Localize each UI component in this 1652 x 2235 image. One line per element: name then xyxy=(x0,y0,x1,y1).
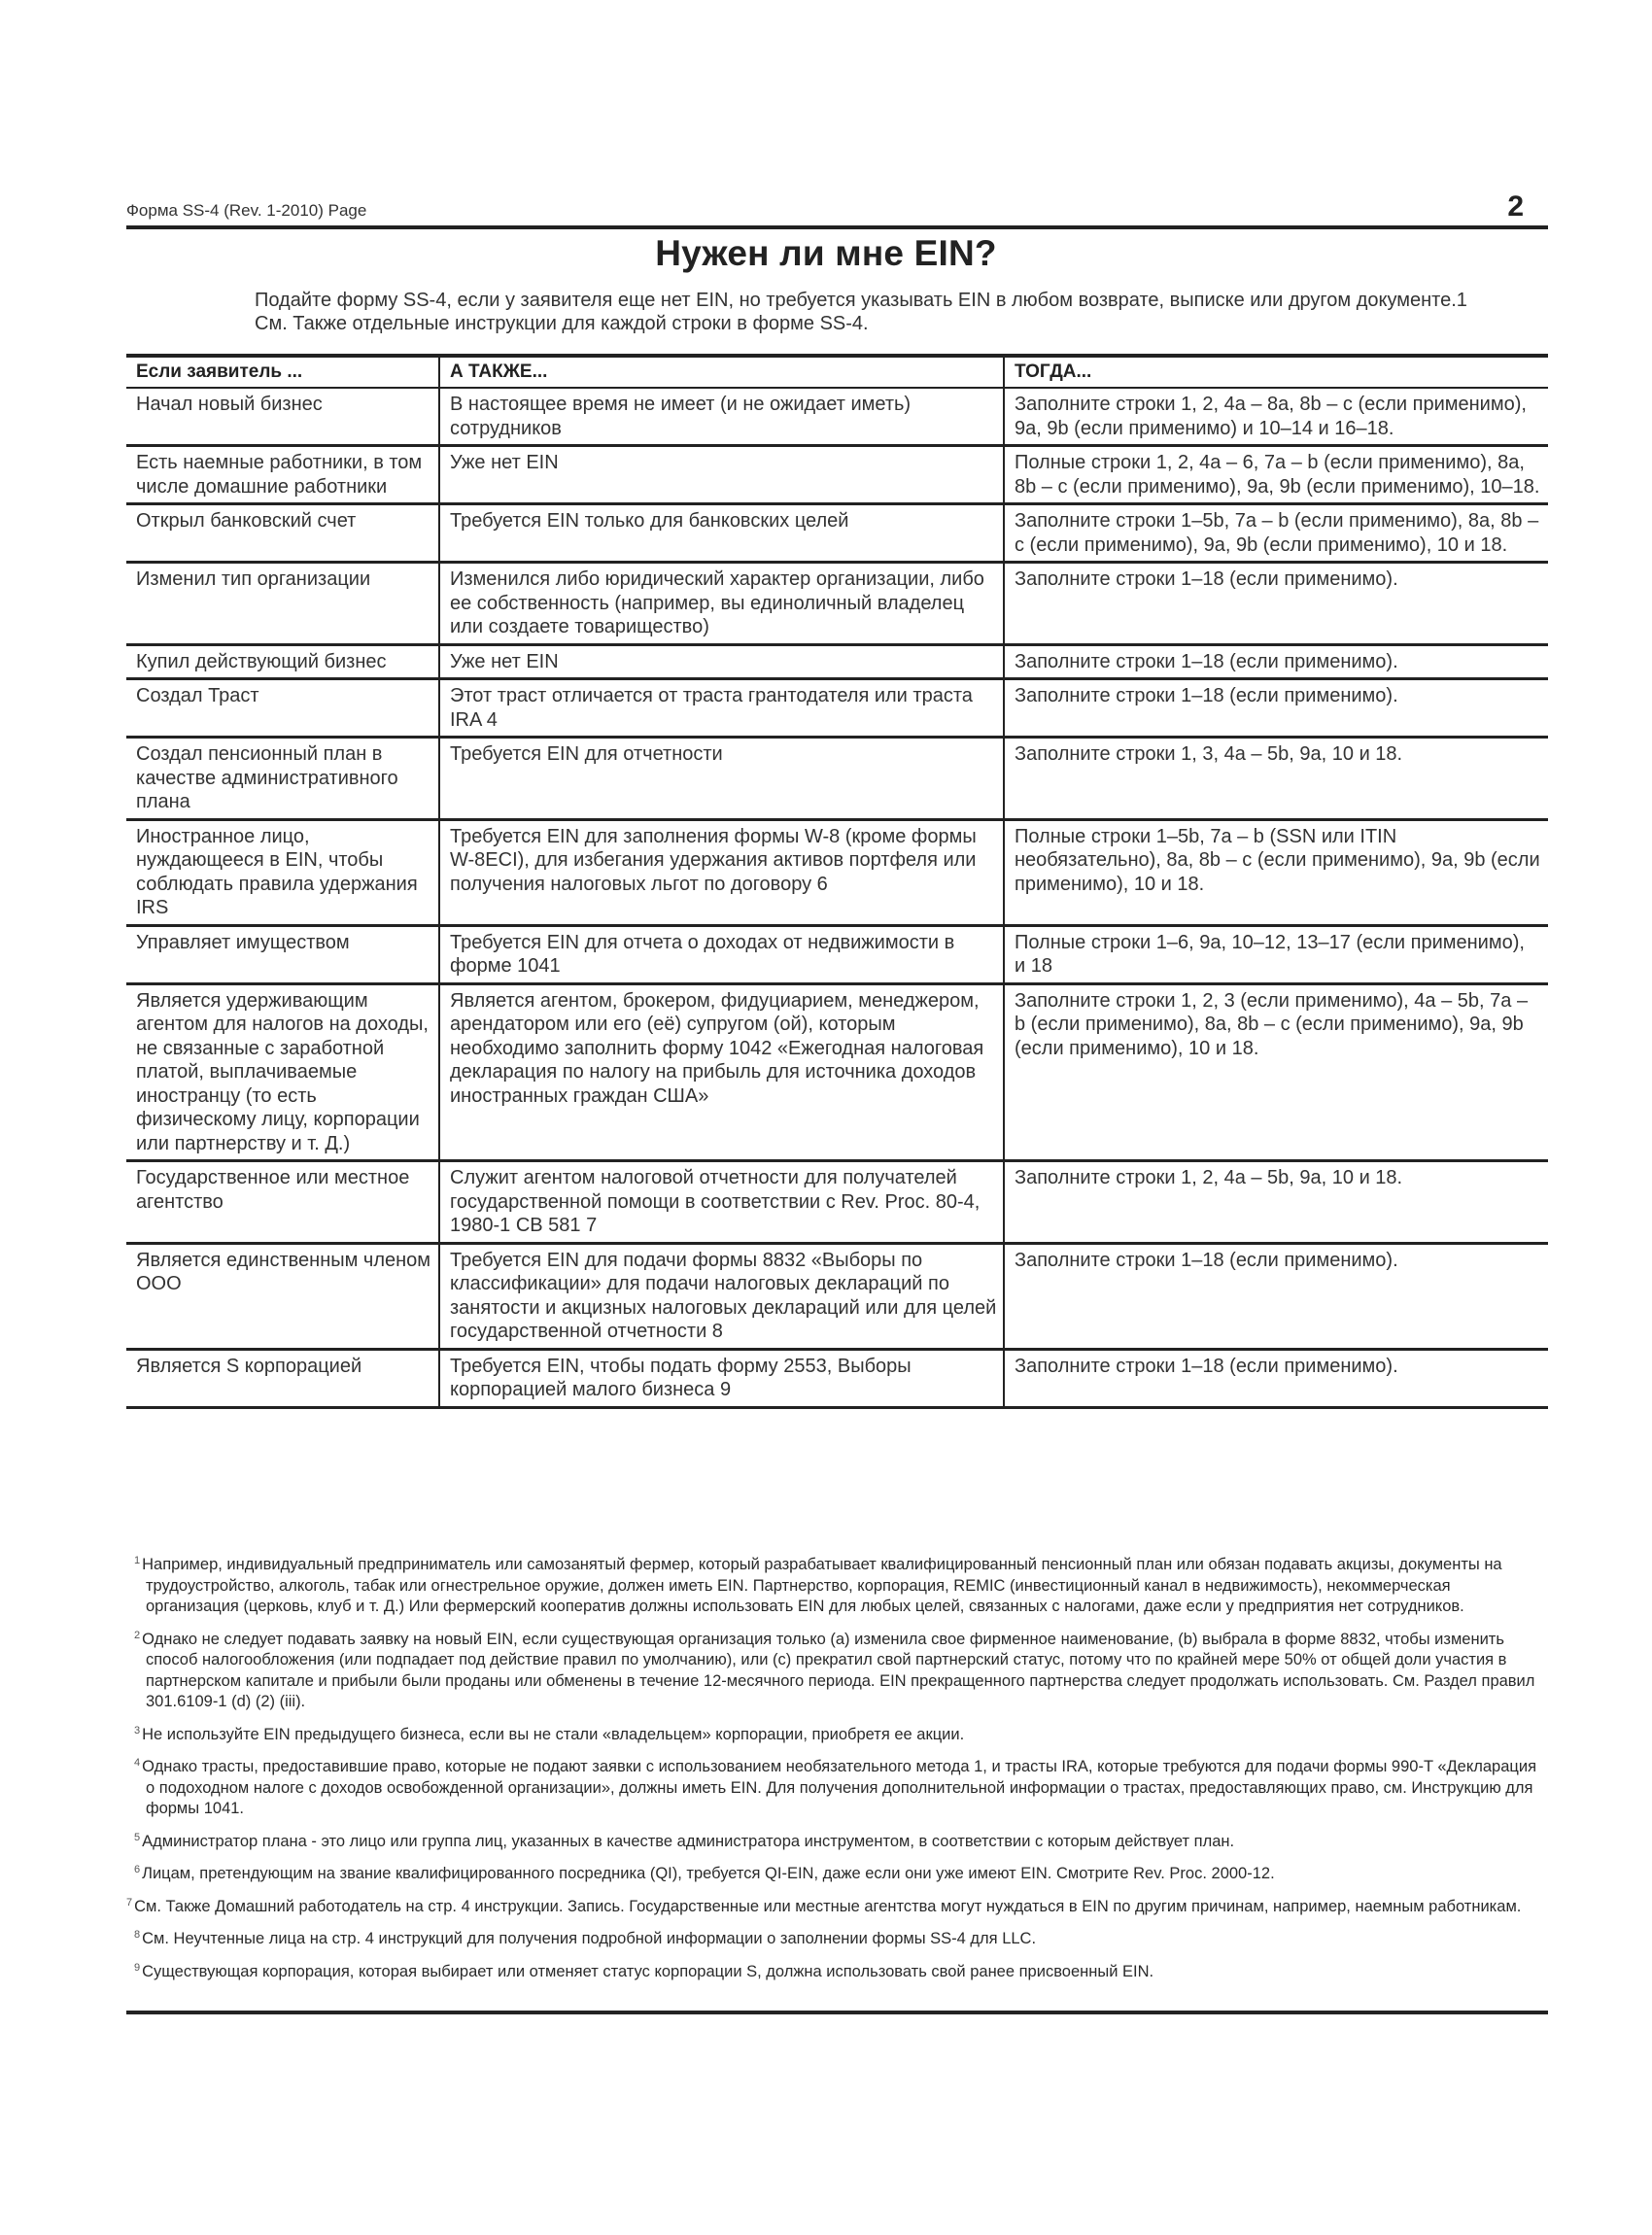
cell-applicant: Государственное или местное агентство xyxy=(126,1161,439,1244)
cell-and: Является агентом, брокером, фидуциарием, менеджером, арендатором или его (её) супругом (ой), которым необходимо заполнить форму 1042 «Ежегодная налоговая декларация по налогу на прибыль для источника доходов иностранных граждан США» xyxy=(439,983,1004,1161)
cell-applicant: Является единственным членом ООО xyxy=(126,1243,439,1349)
cell-then: Заполните строки 1, 2, 4a – 5b, 9a, 10 и 18. xyxy=(1004,1161,1548,1244)
footnote-number: 3 xyxy=(134,1724,141,1736)
cell-then: Полные строки 1–6, 9a, 10–12, 13–17 (если применимо), и 18 xyxy=(1004,925,1548,983)
table-row xyxy=(126,1243,1548,1349)
cell-and: Требуется EIN для отчетности xyxy=(439,738,1004,820)
table-row xyxy=(126,644,1548,679)
table-header-row xyxy=(126,356,1548,388)
cell-applicant: Начал новый бизнес xyxy=(126,388,439,446)
cell-applicant: Изменил тип организации xyxy=(126,563,439,645)
footnote-number: 1 xyxy=(134,1555,141,1566)
footnote-number: 2 xyxy=(134,1629,141,1641)
cell-applicant: Управляет имуществом xyxy=(126,925,439,983)
footnote xyxy=(126,1860,1548,1885)
column-header-applicant: Если заявитель ... xyxy=(126,356,439,388)
table-row xyxy=(126,446,1548,504)
cell-applicant: Есть наемные работники, в том числе домашние работники xyxy=(126,446,439,504)
cell-and: Изменился либо юридический характер организации, либо ее собственность (например, вы единоличный владелец или создаете товарищество) xyxy=(439,563,1004,645)
cell-then: Полные строки 1, 2, 4a – 6, 7a – b (если применимо), 8a, 8b – c (если применимо), 9a, 9b (если применимо), 10–18. xyxy=(1004,446,1548,504)
footnote-text: Существующая корпорация, которая выбирает или отменяет статус корпорации S, должна использовать свой ранее присвоенный EIN. xyxy=(142,1962,1154,1980)
cell-and: Служит агентом налоговой отчетности для получателей государственной помощи в соответствии с Rev. Proc. 80-4, 1980-1 CB 581 7 xyxy=(439,1161,1004,1244)
footnotes xyxy=(126,1551,1548,1990)
table-row xyxy=(126,738,1548,820)
footnote-number: 7 xyxy=(126,1896,133,1908)
footnote-text: Не используйте EIN предыдущего бизнеса, если вы не стали «владельцем» корпорации, приобретя ее акции. xyxy=(142,1725,965,1743)
cell-applicant: Является удерживающим агентом для налогов на доходы, не связанные с заработной платой, выплачиваемые иностранцу (то есть физическому лицу, корпорации или партнерству и т. Д.) xyxy=(126,983,439,1161)
ein-requirements-table xyxy=(126,354,1548,1409)
cell-then: Заполните строки 1–5b, 7a – b (если применимо), 8a, 8b – c (если применимо), 9a, 9b (если применимо), 10 и 18. xyxy=(1004,504,1548,563)
table-row xyxy=(126,983,1548,1161)
footnote-number: 5 xyxy=(134,1831,141,1843)
cell-and: Требуется EIN для подачи формы 8832 «Выборы по классификации» для подачи налоговых деклараций по занятости и акцизных налоговых деклараций или для целей государственной отчетности 8 xyxy=(439,1243,1004,1349)
footnote-number: 8 xyxy=(134,1929,141,1941)
page-title: Нужен ли мне EIN? xyxy=(655,233,997,273)
footnote xyxy=(126,1958,1548,1983)
column-header-and: А ТАКЖЕ... xyxy=(439,356,1004,388)
footnote xyxy=(126,1893,1548,1918)
footnote-text: Администратор плана - это лицо или группа лиц, указанных в качестве администратора инструментом, в соответствии с которым действует план. xyxy=(142,1832,1235,1850)
cell-applicant: Создал пенсионный план в качестве административного плана xyxy=(126,738,439,820)
footnote-text: См. Также Домашний работодатель на стр. 4 инструкции. Запись. Государственные или местные агентства могут нуждаться в EIN по другим причинам, например, наемным работникам. xyxy=(134,1897,1522,1915)
footnote-text: Однако не следует подавать заявку на новый EIN, если существующая организация только (a) изменила свое фирменное наименование, (b) выбрала в форме 8832, чтобы изменить способ налогообложения (или подпадает под действие правил по умолчанию), или (c) прекратил свой партнерский статус, потому что по крайней мере 50% от общей доли участия в партнерском капитале и прибыли были проданы или обменены в течение 12-месячного периода. EIN прекращенного партнерства следует продолжать использовать. См. Раздел правил 301.6109-1 (d) (2) (iii). xyxy=(142,1630,1535,1710)
footnote-number: 9 xyxy=(134,1961,141,1974)
table-row xyxy=(126,1349,1548,1407)
table-row xyxy=(126,925,1548,983)
cell-and: Уже нет EIN xyxy=(439,644,1004,679)
cell-and: Требуется EIN для заполнения формы W-8 (кроме формы W-8ECI), для избегания удержания активов портфеля или получения налоговых льгот по договору 6 xyxy=(439,819,1004,925)
footnote xyxy=(126,1721,1548,1746)
footnote xyxy=(126,1753,1548,1820)
table-row xyxy=(126,504,1548,563)
footnote xyxy=(126,1925,1548,1950)
form-reference: Форма SS-4 (Rev. 1-2010) Page xyxy=(126,201,367,220)
table-row xyxy=(126,563,1548,645)
intro-paragraph: Подайте форму SS-4, если у заявителя еще нет EIN, но требуется указывать EIN в любом возврате, выписке или другом документе.1 См. Также отдельные инструкции для каждой строки в форме SS-4. xyxy=(255,290,1467,334)
cell-then: Полные строки 1–5b, 7a – b (SSN или ITIN необязательно), 8a, 8b – c (если применимо), 9a, 9b (если применимо), 10 и 18. xyxy=(1004,819,1548,925)
footnote-number: 4 xyxy=(134,1757,141,1769)
cell-then: Заполните строки 1–18 (если применимо). xyxy=(1004,644,1548,679)
cell-and: Требуется EIN только для банковских целей xyxy=(439,504,1004,563)
page-number: 2 xyxy=(1507,190,1524,223)
footnote xyxy=(126,1828,1548,1853)
cell-and: Требуется EIN, чтобы подать форму 2553, Выборы корпорацией малого бизнеса 9 xyxy=(439,1349,1004,1407)
cell-and: В настоящее время не имеет (и не ожидает иметь) сотрудников xyxy=(439,388,1004,446)
cell-then: Заполните строки 1, 2, 3 (если применимо), 4a – 5b, 7a – b (если применимо), 8a, 8b – c (если применимо), 9a, 9b (если применимо), 10 и 18. xyxy=(1004,983,1548,1161)
page-header xyxy=(126,190,1548,229)
cell-then: Заполните строки 1–18 (если применимо). xyxy=(1004,679,1548,738)
cell-and: Уже нет EIN xyxy=(439,446,1004,504)
cell-then: Заполните строки 1–18 (если применимо). xyxy=(1004,1349,1548,1407)
table-row xyxy=(126,388,1548,446)
bottom-rule xyxy=(126,2011,1548,2014)
cell-then: Заполните строки 1, 3, 4a – 5b, 9a, 10 и 18. xyxy=(1004,738,1548,820)
table-row xyxy=(126,679,1548,738)
table-row xyxy=(126,1161,1548,1244)
cell-and: Требуется EIN для отчета о доходах от недвижимости в форме 1041 xyxy=(439,925,1004,983)
cell-then: Заполните строки 1–18 (если применимо). xyxy=(1004,563,1548,645)
cell-applicant: Открыл банковский счет xyxy=(126,504,439,563)
footnote-text: Однако трасты, предоставившие право, которые не подают заявки с использованием необязательного метода 1, и трасты IRA, которые требуются для подачи формы 990-T «Декларация о подоходном налоге с доходов освобожденной организации», должны иметь EIN. Для получения дополнительной информации о трастах, предоставляющих право, см. Инструкцию для формы 1041. xyxy=(142,1758,1537,1817)
footnote-number: 6 xyxy=(134,1864,141,1875)
footnote-text: См. Неучтенные лица на стр. 4 инструкций для получения подробной информации о заполнении формы SS-4 для LLC. xyxy=(142,1930,1037,1947)
cell-applicant: Иностранное лицо, нуждающееся в EIN, чтобы соблюдать правила удержания IRS xyxy=(126,819,439,925)
footnote xyxy=(126,1626,1548,1713)
cell-applicant: Является S корпорацией xyxy=(126,1349,439,1407)
footnote-text: Например, индивидуальный предприниматель или самозанятый фермер, который разрабатывает квалифицированный пенсионный план или обязан подавать акцизы, документы на трудоустройство, алкоголь, табак или огнестрельное оружие, должен иметь EIN. Партнерство, корпорация, REMIC (инвестиционный канал в недвижимость), некоммерческая организация (церковь, клуб и т. Д.) Или фермерский кооператив должны использовать EIN для любых целей, связанных с налогами, даже если у предприятия нет сотрудников. xyxy=(142,1556,1502,1615)
cell-then: Заполните строки 1, 2, 4a – 8a, 8b – c (если применимо), 9a, 9b (если применимо) и 10–14 и 16–18. xyxy=(1004,388,1548,446)
column-header-then: ТОГДА... xyxy=(1004,356,1548,388)
cell-applicant: Создал Траст xyxy=(126,679,439,738)
footnote xyxy=(126,1551,1548,1618)
cell-applicant: Купил действующий бизнес xyxy=(126,644,439,679)
table-row xyxy=(126,819,1548,925)
footnote-text: Лицам, претендующим на звание квалифицированного посредника (QI), требуется QI-EIN, даже если они уже имеют EIN. Смотрите Rev. Proc. 2000-12. xyxy=(142,1865,1275,1882)
cell-then: Заполните строки 1–18 (если применимо). xyxy=(1004,1243,1548,1349)
table-body xyxy=(126,388,1548,1407)
cell-and: Этот траст отличается от траста грантодателя или траста IRA 4 xyxy=(439,679,1004,738)
